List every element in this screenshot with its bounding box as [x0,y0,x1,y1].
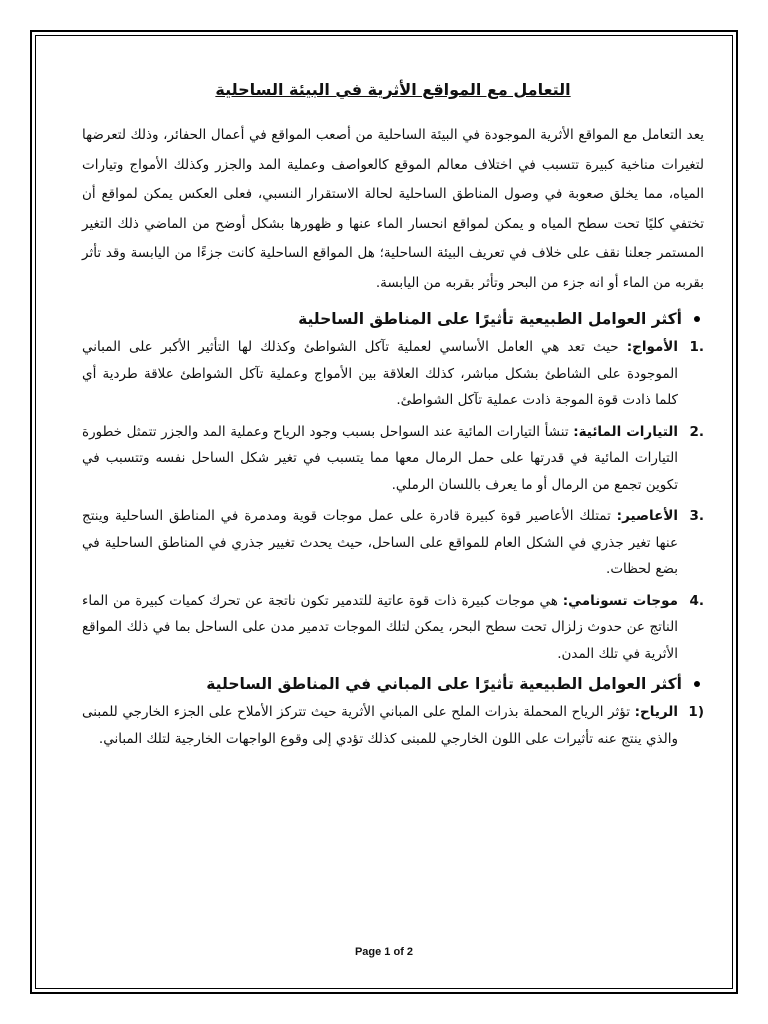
list-item-body [82,503,678,583]
bullet-icon [694,681,700,687]
list-item [82,699,704,752]
list-item-number: 1) [688,704,704,720]
list-item-text: حيث تعد هي العامل الأساسي لعملية تآكل الشواطئ وكذلك لها التأثير الأكبر على المباني الموجودة على الشاطئ بشكل مباشر، كذلك العلاقة بين الأمواج وعملية تآكل الشواطئ علاقة طردية أي كلما ذادت قوة الموجة ذادت عملية تآكل الشواطئ. [82,339,678,408]
list-item-term: الرياح: [634,704,678,720]
list-item-body [82,419,678,499]
list-item-number: 1. [689,339,704,355]
list-item-body [82,588,678,668]
list-item-number: 2. [689,423,704,440]
section-heading-text: أكثر العوامل الطبيعية تأثيرًا على المناطق الساحلية [298,310,682,328]
page-number: Page 1 of 2 [354,946,414,958]
list-item-text: تؤثر الرياح المحملة بذرات الملح على المباني الأثرية حيث تتركز الأملاح على الجزء الخارجي للمبنى والذي ينتج عنه تأثيرات على اللون الخارجي للمبنى كذلك تؤدي إلى وقوع الواجهات الخارجية لتلك المباني. [82,704,678,747]
list-item-term: موجات تسونامي: [562,592,678,609]
section-heading-coastal-factors [82,310,700,328]
intro-paragraph: يعد التعامل مع المواقع الأثرية الموجودة في البيئة الساحلية من أصعب المواقع في أعمال الحفائر، وذلك لتعرضها لتغيرات مناخية كبيرة تتسبب في اختلاف معالم الموقع كالعواصف وعملية المد والجزر وكذلك الأمواج وتيارات المياه، مما يخلق صعوبة في وصول المناطق الساحلية لحالة الاستقرار النسبي، فعلى العكس يمكن لمواقع أن تختفي كليًا تحت سطح المياه و يمكن لمواقع انحسار الماء عنها و ظهورها بشكل أوضح من الماضي ذلك التغير المستمر جعلنا نقف على خلاف في تعريف البيئة الساحلية؛ هل المواقع الساحلية كانت جزءًا من اليابسة وقد تأثر بقربه من الماء أو انه جزء من البحر وتأثر بقربه من اليابسة. [82,127,704,291]
section-heading-text: أكثر العوامل الطبيعية تأثيرًا على المباني في المناطق الساحلية [206,675,682,693]
list-item [82,588,704,668]
bullet-icon [694,316,700,322]
list-item-number: 3. [689,508,704,524]
section-heading-building-factors [82,675,700,693]
list-item-text: تنشأ التيارات المائية عند السواحل بسبب وجود الرياح وعملية المد والجزر تتمثل خطورة التيارات المائية في قدرتها على حمل الرمال معها مما يتسبب في تغير شكل الساحل نفسه وتتسبب في تكوين تجمع من الرمال أو ما يعرف باللسان الرملي. [82,423,678,493]
list-item-term: الأعاصير: [616,508,678,524]
list-item [82,503,704,583]
document-title: التعامل مع المواقع الأثرية في البيئة الساحلية [215,80,571,99]
list-item-body [82,334,678,414]
list-item-text: تمتلك الأعاصير قوة كبيرة قادرة على عمل موجات قوية ومدمرة في المناطق الساحلية وينتج عنها تغير جذري في الشكل العام للمواقع على الساحل، حيث يحدث تغيير جذري في المناطق الساحلية في بضع لحظات. [82,508,678,577]
list-item-number: 4. [689,592,704,609]
document-body [82,80,704,757]
list-item-term: التيارات المائية: [573,423,678,440]
list-item-body [82,699,678,752]
list-item-text: هي موجات كبيرة ذات قوة عاتية للتدمير تكون ناتجة عن تحرك كميات كبيرة من الماء الناتج عن حدوث زلزال تحت سطح البحر، يمكن لتلك الموجات تدمير مدن على الساحل بما في ذلك المواقع الأثرية في تلك المدن. [82,592,678,662]
list-item [82,419,704,499]
list-item [82,334,704,414]
list-item-term: الأمواج: [626,339,678,355]
